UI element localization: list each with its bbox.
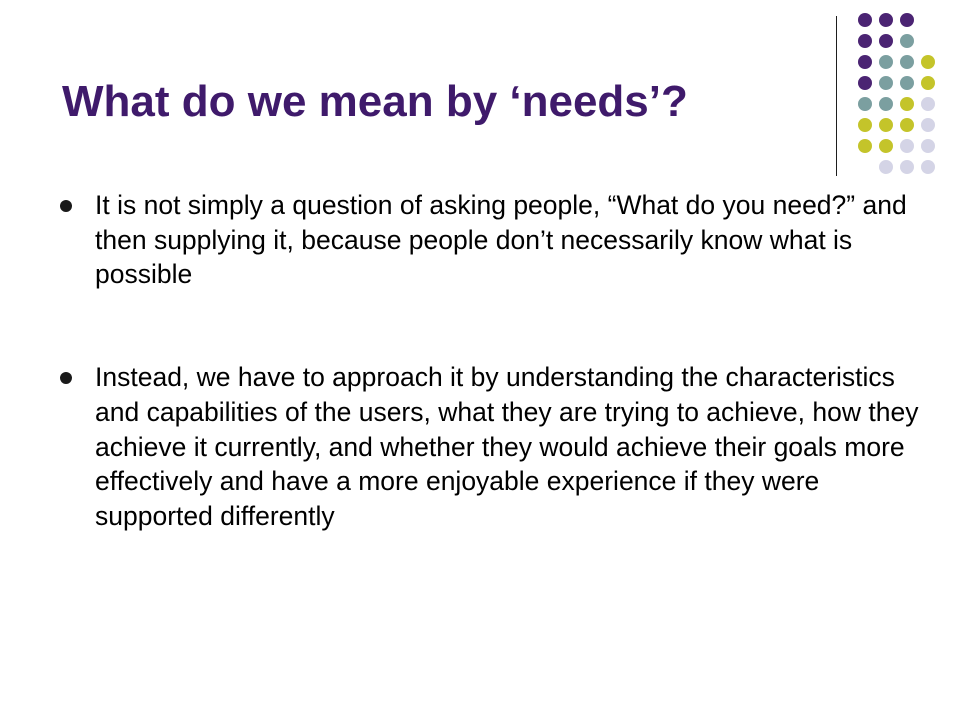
purple-dot-icon [900,13,914,27]
lavender-dot-icon [900,160,914,174]
teal-dot-icon [879,55,893,69]
purple-dot-icon [858,76,872,90]
bullet-item [60,360,920,534]
lavender-dot-icon [921,139,935,153]
purple-dot-icon [879,34,893,48]
teal-dot-icon [900,55,914,69]
slide-title: What do we mean by ‘needs’? [62,77,688,126]
olive-dot-icon [858,139,872,153]
teal-dot-icon [858,97,872,111]
bullet-dot-icon [60,200,72,212]
olive-dot-icon [900,118,914,132]
olive-dot-icon [879,118,893,132]
purple-dot-icon [858,13,872,27]
lavender-dot-icon [921,118,935,132]
bullet-item [60,188,920,292]
bullet-dot-icon [60,372,72,384]
lavender-dot-icon [921,97,935,111]
purple-dot-icon [879,13,893,27]
olive-dot-icon [921,55,935,69]
bullet-list [60,188,920,534]
teal-dot-icon [900,76,914,90]
bullet-text: Instead, we have to approach it by understanding the characteristics and capabilities of the users, what they are trying to achieve, how they achieve it currently, and whether they would achieve their goals more effectively and have a more enjoyable experience if they were supported differently [95,362,919,531]
purple-dot-icon [858,34,872,48]
olive-dot-icon [858,118,872,132]
title-divider-line [836,16,837,176]
lavender-dot-icon [921,160,935,174]
bullet-text: It is not simply a question of asking people, “What do you need?” and then supplying it, because people don’t necessarily know what is possible [95,190,907,290]
lavender-dot-icon [900,139,914,153]
teal-dot-icon [900,34,914,48]
olive-dot-icon [921,76,935,90]
olive-dot-icon [879,139,893,153]
lavender-dot-icon [879,160,893,174]
teal-dot-icon [879,97,893,111]
teal-dot-icon [879,76,893,90]
purple-dot-icon [858,55,872,69]
olive-dot-icon [900,97,914,111]
